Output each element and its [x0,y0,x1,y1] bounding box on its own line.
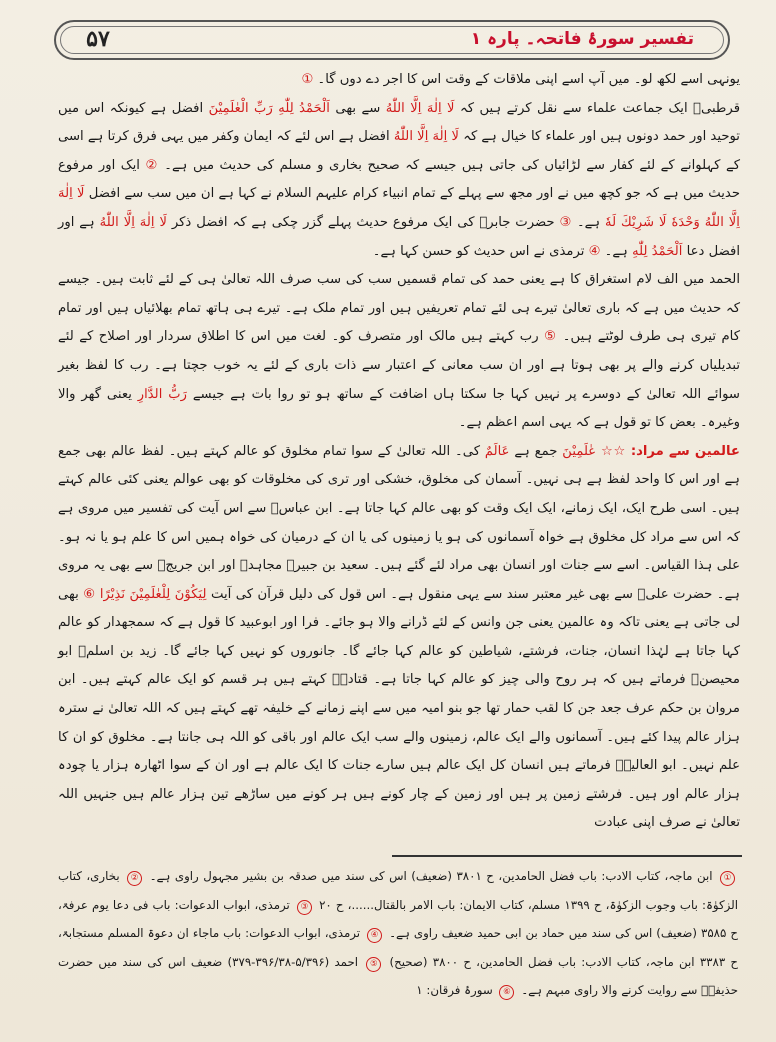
paragraph-2-text-d: افضل ہے اس لئے کہ ایمان وکفر میں یہی فرق کرتا ہے اسی کے کہلوانے کے لئے کفار سے لڑائیاں کی جاتی ہیں جیسے کہ صحیح بخاری و مسلم کی حدیث میں ہے۔ [58,129,740,173]
paragraph-2-text-h: ہے اور افضل دعا [58,214,740,259]
footnote-marker: ③ [297,900,312,915]
paragraph-4-text-b: کی۔ اللہ تعالیٰ کے سوا تمام مخلوق کو عالم کہتے ہیں۔ لفظ عالم بھی جمع ہے اور اس کا واحد لفظ ہے ہی نہیں۔ آسمان کی مخلوق، خشکی اور تری کی مخلوقات کو بھی عوالم یعنی کئی عالم کہتے ہیں۔ اسی طرح ایک، ایک زمانے، ایک ایک وقت کو بھی عالم کہا جاتا ہے۔ ابن عباسؓ سے اس آیت کی تفسیر میں مروی ہے کہ اس سے مراد کل مخلوق ہے خواہ آسمانوں کی ہو یا زمینوں کی یا ان کے درمیان کی خواہ ہمیں اس کا علم ہو یا نہ ہو۔ علی ہذا القیاس۔ اسے سے جنات اور انسان بھی مراد لئے گئے ہیں۔ سعید بن جبیرؒ مجاہدؒ اور ابن جریجؒ سے بھی یہ مروی ہے۔ حضرت علیؓ سے بھی غیر معتبر سند سے یہی منقول ہے۔ اس قول کی دلیل قرآن کی آیت [58,443,740,602]
star-ornament: ☆☆ [601,443,626,459]
paragraph-2-text-f: ہے۔ [576,214,601,230]
paragraph-4-text-a: جمع ہے [514,443,558,459]
paragraph-3-text-b: رب کہتے ہیں مالک اور متصرف کو۔ لغت میں اس کا اطلاق سردار اور اصلاح کے لئے تبدیلیاں کرنے والے پر بھی ہوتا ہے اور ان سب معانی کے اعتبار سے ذات باری کے لئے یہ خوب جچتا ہے۔ رب کا لفظ بغیر سوائے اللہ تعالیٰ کے دوسرے پر نہیں کہا جا سکتا ہاں اضافت کے ساتھ ہو تو روا بات ہے جیسے [58,329,740,402]
paragraph-2-text-b: سے بھی [335,100,381,116]
footnote-block [58,862,738,1005]
footnote-ref-1: ① [301,72,314,87]
footnote-6: سورۂ فرقان: ۱ [416,983,493,997]
running-title: تفسیر سورۂ فاتحہ۔ پارہ ۱ [470,29,694,49]
paragraph-3-text-c: یعنی گھر والا وغیرہ۔ بعض کا تو قول ہے کہ یہی اسم اعظم ہے۔ [58,386,740,431]
arabic-phrase: لَا اِلٰهَ اِلَّا اللّٰهُ [393,129,460,145]
footnote-ref-5: ⑤ [544,329,558,345]
footnote-marker: ⑥ [499,985,514,1000]
paragraph-4 [58,438,740,838]
arabic-phrase: عَالَمٌ [484,443,510,459]
footnote-marker: ④ [367,928,382,943]
footnote-marker: ① [720,871,735,886]
paragraph-2-text-i: ہے۔ [604,243,628,259]
footnote-4: ترمذی، ابواب الدعوات: باب ماجاء ان دعوۃ المسلم مستجابۃ، ح ۳۳۸۳ ابن ماجہ، کتاب الادب: باب فضل الحامدین، ح ۳۸۰۰ (صحیح) [58,926,739,969]
paragraph-2-text-g: حضرت جابرؓ کی ایک مرفوع حدیث پہلے گزر چکی ہے کہ افضل ذکر [171,214,555,230]
footnote-ref-6: ⑥ [83,586,96,602]
footnote-5: احمد (۵/۳۹۶-۳۹۶/۳۸-۳۷۹) ضعیف اس کی سند میں حضرت حذیفہؓ سے روایت کرنے والا راوی مبہم ہے۔ [58,954,738,997]
paragraph-3 [58,266,740,438]
footnote-ref-2: ② [145,157,159,173]
paragraph-4-text-c: بھی لی جاتی ہے یعنی تاکہ وہ عالمین یعنی جن وانس کے لئے ڈرانے والا ہو جائے۔ فرا اور ابوعبید کا قول ہے کہ سمجھدار کو عالم کہا جاتا ہے لہٰذا انسان، جنات، فرشتے، شیاطین کو عالم کہا جائے گا۔ جانوروں کو نہیں کہا جائے گا۔ زید بن اسلمؒ ابو محیصنؒ فرماتے ہیں کہ ہر روح والی چیز کو عالم کہا جاتا ہے۔ قتادہؒ کہتے ہیں ہر قسم کو ایک عالم کہتے ہیں۔ ابن مروان بن حکم عرف جعد جن کا لقب حمار تھا جو بنو امیہ میں سے اپنے زمانے کے خلیفہ تھے کہتے ہیں کہ اللہ تعالیٰ نے سترہ ہزار عالم پیدا کئے ہیں۔ آسمانوں والے ایک عالم، زمینوں والے سب ایک عالم اور باقی کو اللہ ہی جانتا ہے۔ مخلوق کو ان کا علم نہیں۔ ابو العالیہؒ فرماتے ہیں انسان کل ایک عالم ہیں سارے جنات کا ایک عالم ہے اور ان کے سوا اٹھارہ ہزار یا چودہ ہزار عالم اور ہیں۔ فرشتے زمین پر ہیں اور زمین کے چار کونے ہیں ہر کونے میں ساڑھے تین ہزار عالم ہیں جنہیں اللہ تعالیٰ نے صرف اپنی عبادت [58,586,740,831]
arabic-phrase: لَا اِلٰهَ اِلَّا اللّٰهُ [99,214,167,230]
arabic-phrase: رَبُّ الدَّارِ [137,386,187,402]
paragraph-2-text-a: قرطبیؒ ایک جماعت علماء سے نقل کرتے ہیں کہ [460,100,741,116]
arabic-phrase: لَا اِلٰهَ اِلَّا اللّٰهُ [385,100,455,116]
arabic-phrase: لَا اِلٰهَ اِلَّا اللّٰهُ وَحْدَهٗ لَا شَرِيْكَ لَهٗ [58,186,740,230]
paragraph-2-text-j: ترمذی نے اس حدیث کو حسن کہا ہے۔ [372,243,585,259]
paragraph-2-text-c: افضل ہے کیونکہ اس میں توحید اور حمد دونوں ہیں اور علماء کا خیال ہے کہ [58,100,740,145]
paragraph-2 [58,95,740,267]
arabic-phrase: اَلْحَمْدُ لِلّٰهِ [632,243,683,259]
footnote-ref-3: ③ [559,214,573,230]
footnote-ref-4: ④ [588,243,601,259]
arabic-phrase: عٰلَمِيْنَ [562,443,597,459]
footnotes [58,862,738,1034]
paragraph-2-text-e: ایک اور مرفوع حدیث میں ہے کہ جو کچھ میں نے اور مجھ سے پہلے کے تمام انبیاء کرام علیہم السلام نے کہا ہے ان میں سب سے افضل [58,157,740,202]
footnote-1: ابن ماجہ، کتاب الادب: باب فضل الحامدین، ح ۳۸۰۱ (ضعیف) اس کی سند میں صدقہ بن بشیر مجہول راوی ہے۔ [149,869,713,883]
paragraph-3-text-a: الحمد میں الف لام استغراق کا ہے یعنی حمد کی تمام قسمیں سب کی سب صرف اللہ تعالیٰ ہی کے لئے ثابت ہیں۔ جیسے کہ حدیث میں ہے کہ باری تعالیٰ تیرے ہی لئے تمام تعریفیں ہیں اور تمام ملک ہے۔ تیرے ہی ہاتھ تمام بھلائیاں ہیں اور تمام کام تیری ہی طرف لوٹتے ہیں۔ [58,272,740,345]
footnote-marker: ⑤ [366,957,381,972]
arabic-phrase: اَلْحَمْدُ لِلّٰهِ رَبِّ الْعٰلَمِيْنَ [208,100,330,116]
paragraph-1 [58,66,740,95]
footnote-marker: ② [127,871,142,886]
section-heading: عالمین سے مراد: [630,443,740,459]
footnote-2: بخاری، کتاب الزکوٰۃ: باب وجوب الزکوٰۃ، ح ۱۳۹۹ مسلم، کتاب الایمان: باب الامر بالقتال......، ح ۲۰ [58,869,739,912]
main-text [58,66,740,846]
paragraph-1-text: یونہی اسے لکھ لو۔ میں آپ اسے اپنی ملاقات کے وقت اس کا اجر دے دوں گا۔ [317,72,740,87]
footnote-divider [392,855,742,857]
footnote-3: ترمذی، ابواب الدعوات: باب فی دعا یوم عرفۃ، ح ۳۵۸۵ (ضعیف) اس کی سند میں حماد بن ابی حمید ضعیف راوی ہے۔ [58,897,738,940]
page-header [54,20,730,60]
page-number: ۵۷ [86,26,110,52]
arabic-phrase: لِيَكُوْنَ لِلْعٰلَمِيْنَ نَذِيْرًا [99,586,207,602]
